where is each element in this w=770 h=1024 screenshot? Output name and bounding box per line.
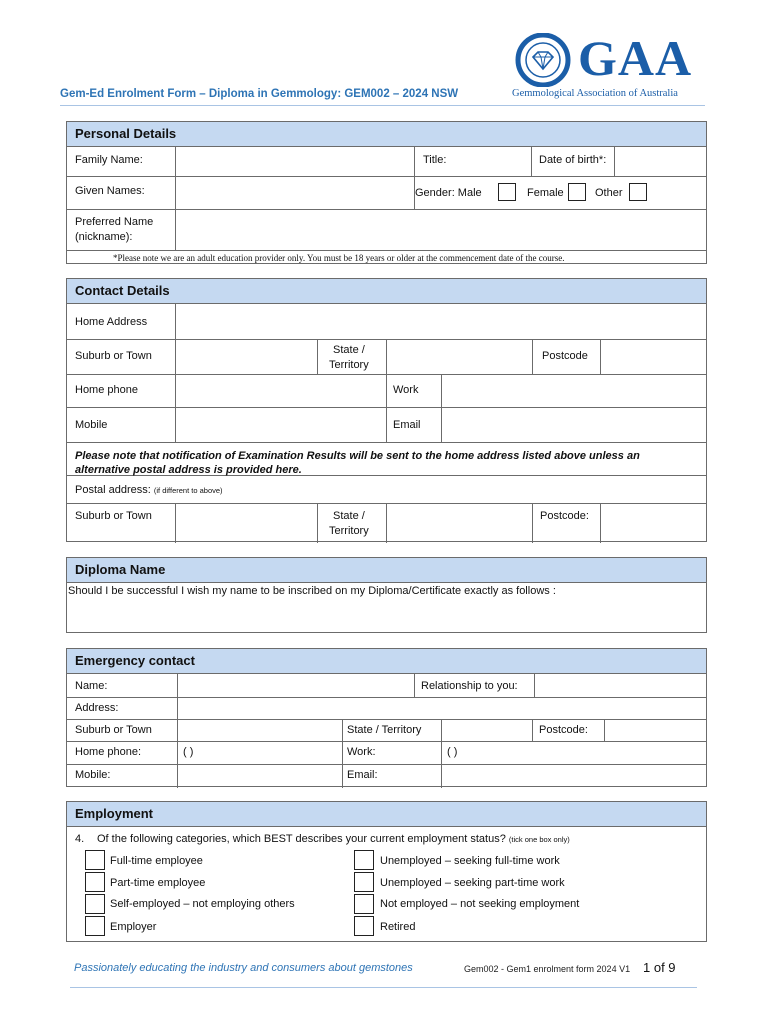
postal-suburb-label: Suburb or Town xyxy=(75,510,152,522)
state-label-line1: State / xyxy=(333,344,365,356)
state-label-line2: Territory xyxy=(329,359,369,371)
employment-section xyxy=(66,801,707,942)
postal-address-note: (if different to above) xyxy=(153,486,223,495)
diploma-name-instruction: Should I be successful I wish my name to be inscribed on my Diploma/Certificate exactly as follows : xyxy=(68,585,556,597)
mobile-label: Mobile xyxy=(75,419,108,431)
emergency-email-label: Email: xyxy=(347,769,378,781)
nickname-label: (nickname): xyxy=(75,231,133,243)
postcode-label: Postcode xyxy=(542,350,588,362)
full-time-checkbox[interactable] xyxy=(85,850,105,870)
form-title: Gem-Ed Enrolment Form – Diploma in Gemmology: GEM002 – 2024 NSW xyxy=(60,88,459,100)
part-time-label: Part-time employee xyxy=(110,877,206,889)
work-area-code: ( ) xyxy=(447,746,458,758)
footer-slogan: Passionately educating the industry and consumers about gemstones xyxy=(74,962,413,974)
not-employed-checkbox[interactable] xyxy=(354,894,374,914)
full-time-label: Full-time employee xyxy=(110,855,203,867)
self-employed-label: Self-employed – not employing others xyxy=(110,898,295,910)
relationship-label: Relationship to you: xyxy=(421,680,518,692)
page-number: 1 of 9 xyxy=(643,960,676,975)
unemployed-part-time-checkbox[interactable] xyxy=(354,872,374,892)
personal-details-heading: Personal Details xyxy=(67,122,706,147)
age-note: *Please note we are an adult education provider only. You must be 18 years or older at the commencement date of the course. xyxy=(113,253,565,263)
footer-doc-ref: Gem002 - Gem1 enrolment form 2024 V1 xyxy=(464,964,631,974)
employment-question-note: (tick one box only) xyxy=(508,835,570,844)
gender-other-label: Other xyxy=(595,187,623,199)
home-phone-label: Home phone xyxy=(75,384,138,396)
diploma-name-section xyxy=(66,557,707,633)
retired-checkbox[interactable] xyxy=(354,916,374,936)
postal-postcode-label: Postcode: xyxy=(540,510,589,522)
postal-address-label: Postal address: (if different to above) xyxy=(75,484,223,496)
emergency-mobile-label: Mobile: xyxy=(75,769,111,781)
self-employed-checkbox[interactable] xyxy=(85,894,105,914)
gender-male-checkbox[interactable] xyxy=(498,183,516,201)
emergency-work-label: Work: xyxy=(347,746,376,758)
dob-label: Date of birth*: xyxy=(539,154,607,166)
email-label: Email xyxy=(393,419,421,431)
gender-female-checkbox[interactable] xyxy=(568,183,586,201)
suburb-label: Suburb or Town xyxy=(75,350,152,362)
emergency-postcode-label: Postcode: xyxy=(539,724,588,736)
employer-checkbox[interactable] xyxy=(85,916,105,936)
gaa-seal-logo xyxy=(513,33,573,87)
unemployed-part-time-label: Unemployed – seeking part-time work xyxy=(380,877,565,889)
diploma-name-heading: Diploma Name xyxy=(67,558,706,583)
footer-divider xyxy=(70,987,697,988)
gender-other-checkbox[interactable] xyxy=(629,183,647,201)
personal-details-section xyxy=(66,121,707,264)
question-number: 4. xyxy=(75,833,85,845)
home-phone-area-code: ( ) xyxy=(183,746,194,758)
gender-male-label: Gender: Male xyxy=(415,187,482,199)
home-address-label: Home Address xyxy=(75,316,148,328)
emergency-contact-section xyxy=(66,648,707,787)
preferred-name-label: Preferred Name xyxy=(75,216,154,228)
emergency-home-phone-label: Home phone: xyxy=(75,746,142,758)
retired-label: Retired xyxy=(380,921,416,933)
emergency-contact-heading: Emergency contact xyxy=(67,649,706,674)
emergency-suburb-label: Suburb or Town xyxy=(75,724,152,736)
not-employed-label: Not employed – not seeking employment xyxy=(380,898,580,910)
gaa-logo-text: GAA xyxy=(578,30,693,86)
gender-female-label: Female xyxy=(527,187,564,199)
emergency-address-label: Address: xyxy=(75,702,119,714)
given-names-label: Given Names: xyxy=(75,185,145,197)
postal-state-label-line2: Territory xyxy=(329,525,369,537)
gaa-logo-subtitle: Gemmological Association of Australia xyxy=(512,88,678,99)
unemployed-full-time-label: Unemployed – seeking full-time work xyxy=(380,855,560,867)
unemployed-full-time-checkbox[interactable] xyxy=(354,850,374,870)
emergency-name-label: Name: xyxy=(75,680,108,692)
work-label: Work xyxy=(393,384,419,396)
postal-notice: Please note that notification of Examination Results will be sent to the home address listed above unless an alternative postal address is provided here. xyxy=(75,450,640,476)
title-label: Title: xyxy=(423,154,447,166)
employer-label: Employer xyxy=(110,921,157,933)
header-divider xyxy=(60,105,705,106)
family-name-label: Family Name: xyxy=(75,154,143,166)
employment-question: Of the following categories, which BEST describes your current employment status? (tick one box only) xyxy=(97,833,570,845)
contact-details-section xyxy=(66,278,707,542)
contact-details-heading: Contact Details xyxy=(67,279,706,304)
postal-state-label-line1: State / xyxy=(333,510,365,522)
employment-heading: Employment xyxy=(67,802,706,827)
part-time-checkbox[interactable] xyxy=(85,872,105,892)
emergency-state-label: State / Territory xyxy=(347,724,422,736)
